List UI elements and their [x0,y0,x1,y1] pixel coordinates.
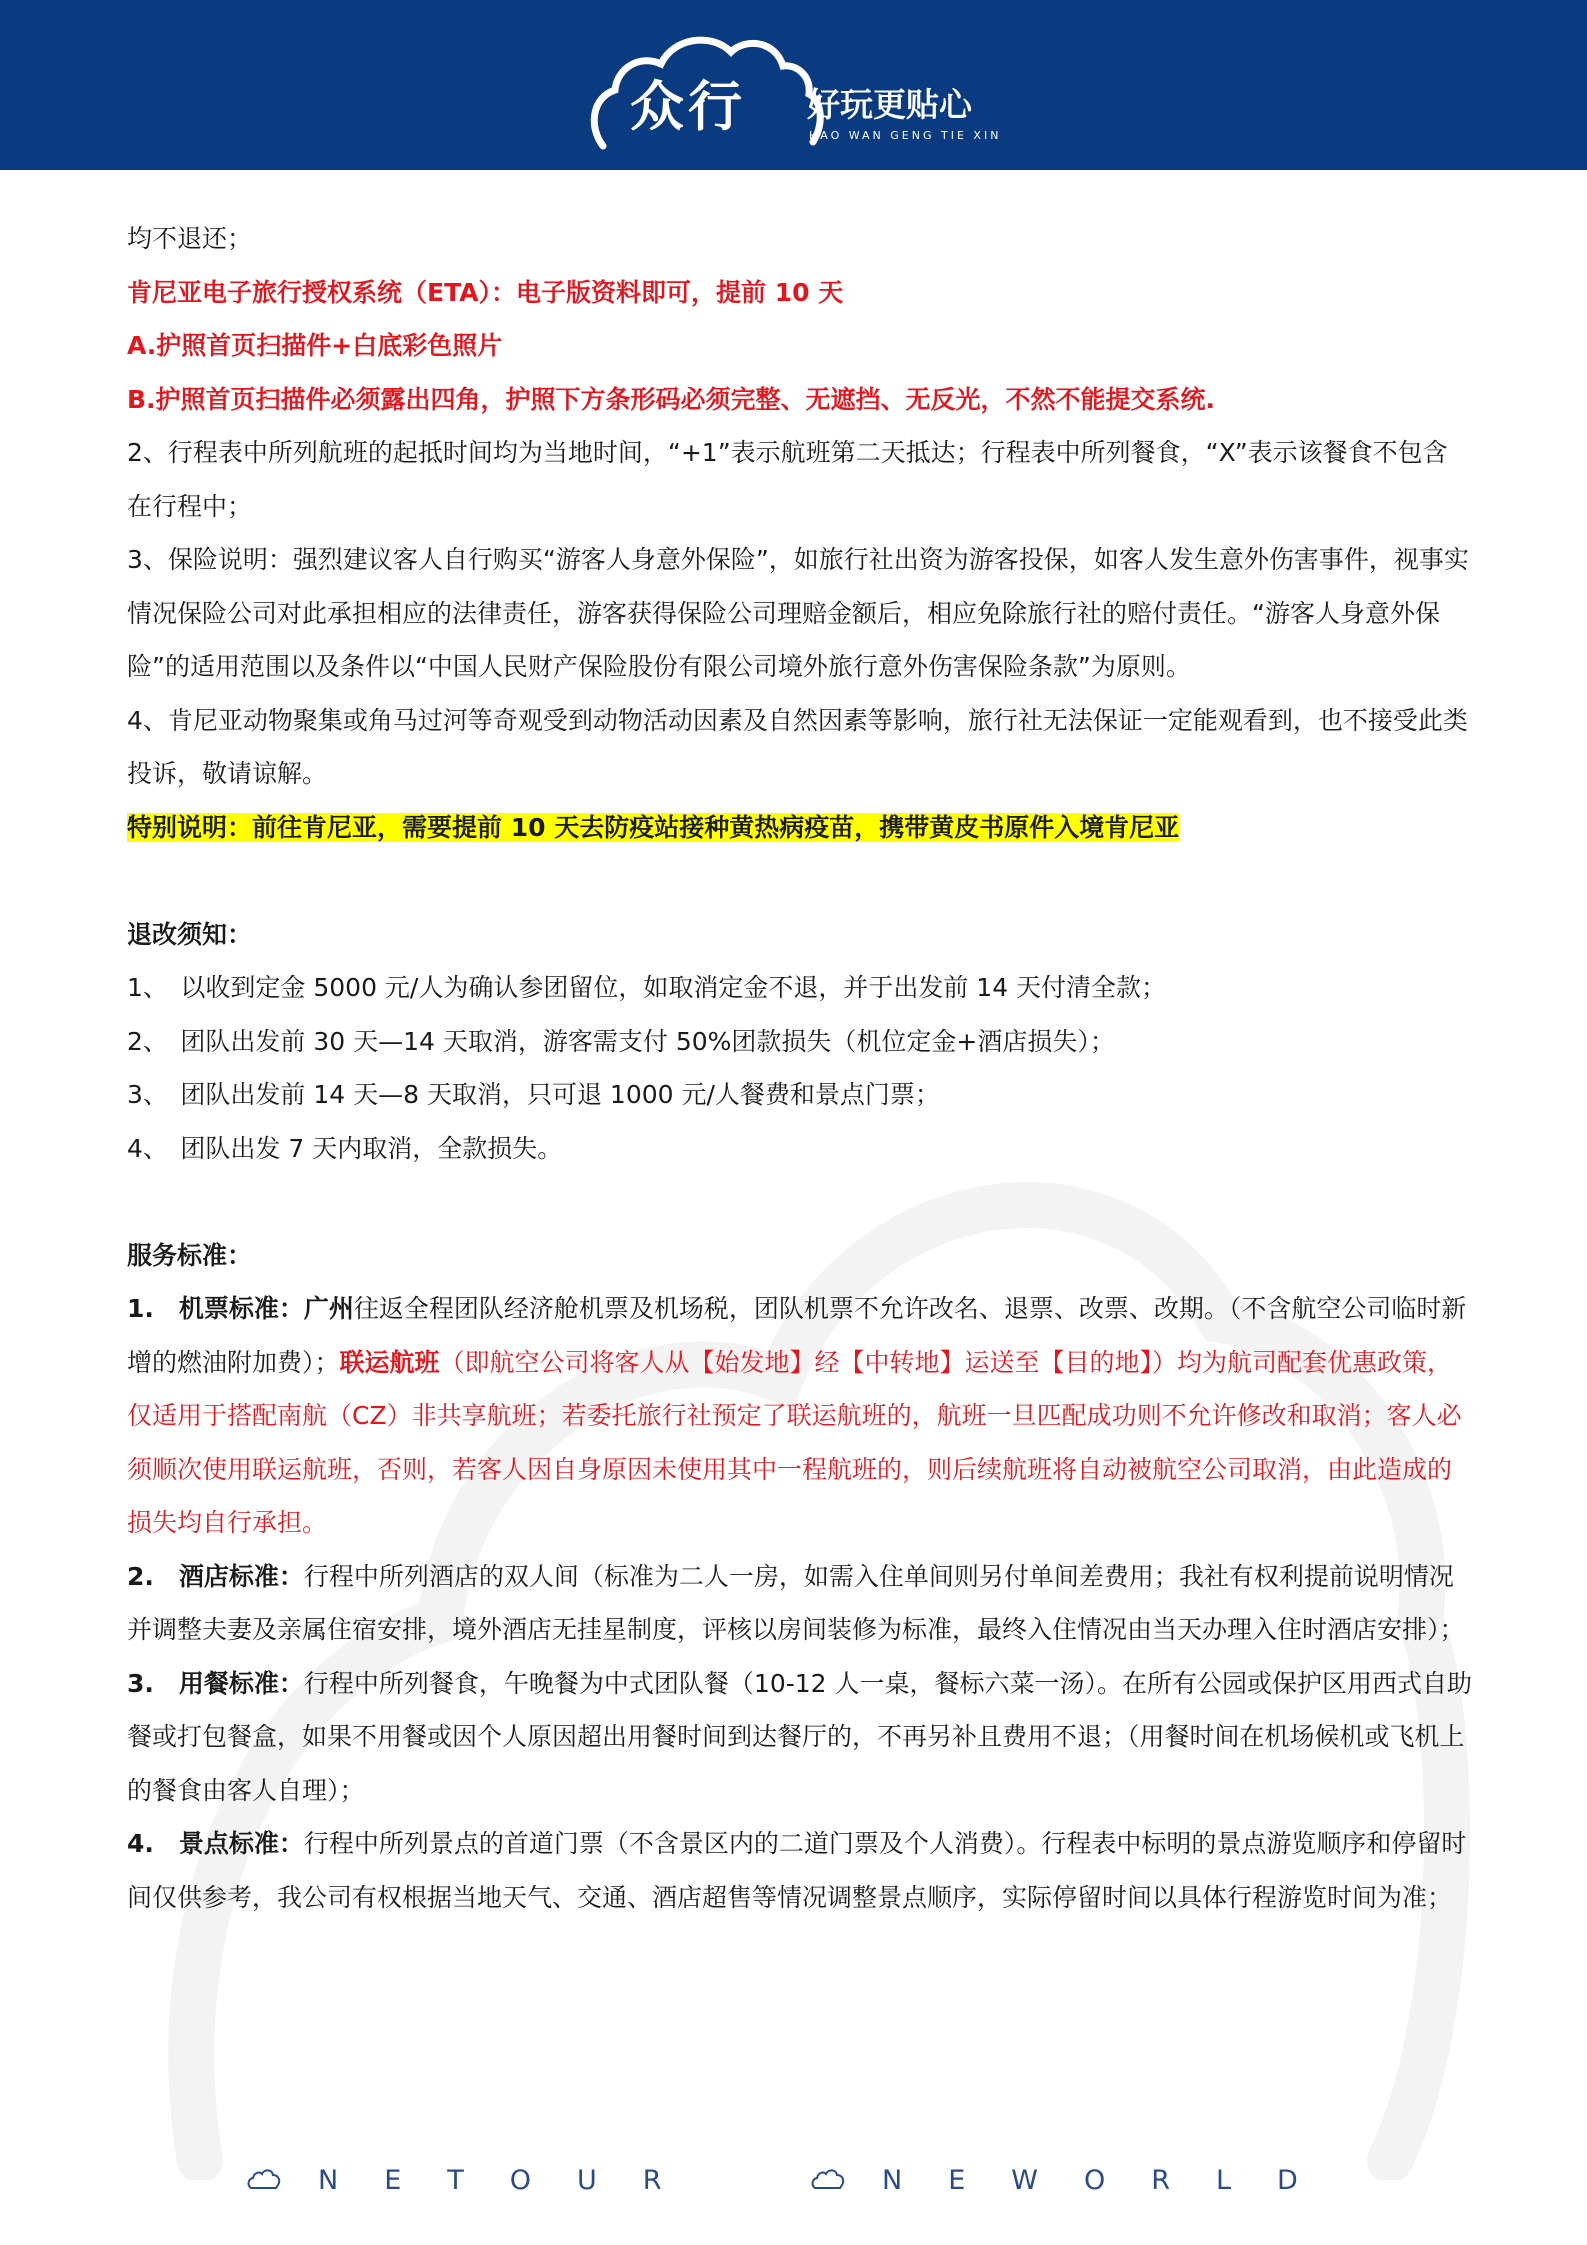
cloud-icon [810,2168,846,2192]
footer-letter: D [1277,2164,1298,2196]
footer-letter: T [447,2164,464,2196]
eta-title: 肯尼亚电子旅行授权系统（ETA）：电子版资料即可，提前 10 天 [127,277,844,307]
document-body [127,212,1472,1924]
footer-letter: O [1083,2164,1106,2196]
note-insurance: 3、保险说明：强烈建议客人自行购买“游客人身意外保险”，如旅行社出资为游客投保，如客人发生意外伤害事件，视事实情况保险公司对此承担相应的法律责任，游客获得保险公司理赔金额后，相应免除旅行社的赔付责任。“游客人身意外保险”的适用范围以及条件以“中国人民财产保险股份有限公司境外旅行意外伤害保险条款”为原则。 [127,545,1469,681]
service-title: 服务标准： [127,1240,253,1270]
refund-item: 1、 以收到定金 5000 元/人为确认参团留位，如取消定金不退，并于出发前 14 天付清全款； [127,973,1167,1002]
service-ticket-connecting-label: 联运航班 [339,1347,440,1377]
service-hotel [127,1550,1472,1657]
footer-letter: U [577,2164,597,2196]
eta-requirement-a: A.护照首页扫描件+白底彩色照片 [127,331,503,360]
service-sight-label: 4. 景点标准： [127,1829,304,1858]
service-hotel-label: 2. 酒店标准： [127,1561,304,1591]
service-ticket [127,1282,1472,1550]
footer-letter: L [1216,2164,1232,2196]
note-wildlife: 4、肯尼亚动物聚集或角马过河等奇观受到动物活动因素及自然因素等影响，旅行社无法保证一定能观看到，也不接受此类投诉，敬请谅解。 [127,705,1468,788]
cloud-icon [246,2168,282,2192]
footer [0,2150,1587,2210]
refund-item: 3、 团队出发前 14 天—8 天取消，只可退 1000 元/人餐费和景点门票； [127,1080,940,1109]
special-note [127,801,1472,855]
footer-letter: E [384,2164,402,2196]
service-ticket-city: 广州 [303,1294,354,1323]
service-sight [127,1817,1472,1924]
footer-letter: N [882,2164,903,2196]
special-note-text: 特别说明：前往肯尼亚，需要提前 10 天去防疫站接种黄热病疫苗，携带黄皮书原件入境肯尼亚 [127,812,1180,842]
service-ticket-connecting-text: （即航空公司将客人从【始发地】经【中转地】运送至【目的地】）均为航司配套优惠政策，仅适用于搭配南航（CZ）非共享航班；若委托旅行社预定了联运航班的，航班一旦匹配成功则不允许修改和取消；客人必须顺次使用联运航班，否则，若客人因自身原因未使用其中一程航班的，则后续航班将自动被航空公司取消，由此造成的损失均自行承担。 [127,1347,1462,1537]
footer-letter: O [509,2164,532,2196]
footer-letter: R [642,2164,662,2196]
refund-item: 2、 团队出发前 30 天—14 天取消，游客需支付 50%团款损失（机位定金+酒店损失）； [127,1026,1115,1056]
logo-pinyin: HAO WAN GENG TIE XIN [809,129,1002,142]
service-sight-text: 行程中所列景点的首道门票（不含景区内的二道门票及个人消费）。行程表中标明的景点游览顺序和停留时间仅供参考，我公司有权根据当地天气、交通、酒店超售等情况调整景点顺序，实际停留时间以具体行程游览时间为准； [127,1829,1467,1912]
header-banner [0,0,1587,170]
service-meal-label: 3. 用餐标准： [127,1668,304,1698]
refund-item: 4、 团队出发 7 天内取消，全款损失。 [127,1133,563,1163]
footer-letter: E [948,2164,966,2196]
footer-letter: N [318,2164,339,2196]
logo-slogan: 好玩更贴心 [807,85,972,124]
logo [585,28,1005,153]
footer-letter: W [1011,2164,1038,2196]
text-line: 均不退还； [127,224,253,253]
service-ticket-label: 1. 机票标准： [127,1294,304,1323]
note-flights: 2、行程表中所列航班的起抵时间均为当地时间，“+1”表示航班第二天抵达；行程表中所列餐食，“X”表示该餐食不包含在行程中； [127,438,1448,521]
footer-netour [246,2150,708,2210]
eta-requirement-b: B.护照首页扫描件必须露出四角，护照下方条形码必须完整、无遮挡、无反光，不然不能提交系统. [127,384,1216,414]
service-meal [127,1657,1472,1818]
service-ticket-text: 往返全程团队经济舱机票及机场税，团队机票不允许改名、退票、改票、改期。（不含航空公司临时新增的燃油附加费）； [127,1294,1467,1377]
footer-letter: R [1151,2164,1170,2196]
service-hotel-text: 行程中所列酒店的双人间（标准为二人一房，如需入住单间则另付单间差费用；我社有权利提前说明情况并调整夫妻及亲属住宿安排，境外酒店无挂星制度，评核以房间装修为标准，最终入住情况由当天办理入住时酒店安排）； [127,1561,1465,1644]
refund-title: 退改须知： [127,919,253,949]
logo-text: 众行 [630,75,746,138]
service-meal-text: 行程中所列餐食，午晚餐为中式团队餐（10-12 人一桌，餐标六菜一汤）。在所有公园或保护区用西式自助餐或打包餐盒，如果不用餐或因个人原因超出用餐时间到达餐厅的，不再另补且费用不退；（用餐时间在机场候机或飞机上的餐食由客人自理）； [127,1668,1473,1805]
footer-neworld [810,2150,1344,2210]
